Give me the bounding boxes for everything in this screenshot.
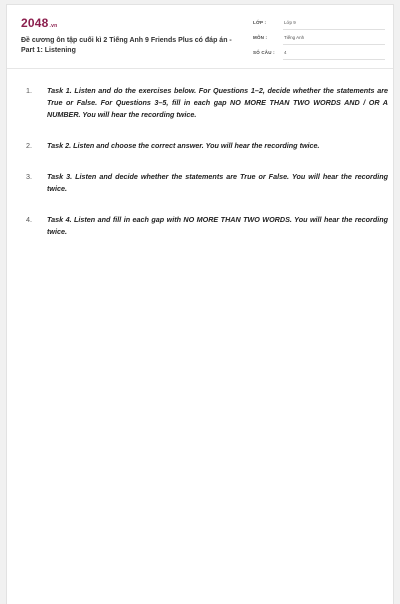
task-item <box>24 140 388 152</box>
document-title: Đề cương ôn tập cuối kì 2 Tiếng Anh 9 Friends Plus có đáp án - Part 1: Listening <box>21 37 232 54</box>
task-item <box>24 214 388 238</box>
meta-row-class <box>253 17 385 32</box>
task-item <box>24 85 388 121</box>
meta-label: SỐ CÂU : <box>253 50 275 55</box>
task-number: 3. <box>26 172 32 181</box>
meta-row-subject <box>253 32 385 47</box>
meta-value: Tiếng Anh <box>284 35 305 40</box>
site-logo[interactable] <box>21 16 57 30</box>
task-number: 2. <box>26 141 32 150</box>
task-item <box>24 171 388 195</box>
meta-row-question-count <box>253 47 385 62</box>
meta-value: Lớp 9 <box>284 20 296 25</box>
task-number: 1. <box>26 86 32 95</box>
task-text: Task 2. Listen and choose the correct answer. You will hear the recording twice. <box>47 141 320 150</box>
meta-value: 4 <box>284 50 287 55</box>
task-text: Task 4. Listen and fill in each gap with NO MORE THAN TWO WORDS. You will hear the recording twice. <box>47 215 388 236</box>
meta-underline <box>283 44 385 45</box>
task-text: Task 1. Listen and do the exercises below. For Questions 1–2, decide whether the statements are True or False. For Questions 3–5, fill in each gap NO MORE THAN TWO WORDS AND / OR A NUMBER. You will hear the recording twice. <box>47 86 388 119</box>
task-number: 4. <box>26 215 32 224</box>
task-list <box>24 85 388 238</box>
meta-label: MÔN : <box>253 35 268 40</box>
logo-main-text: 2048 <box>21 16 49 30</box>
document-header <box>7 5 393 69</box>
meta-underline <box>283 29 385 30</box>
document-page <box>6 4 394 604</box>
task-text: Task 3. Listen and decide whether the statements are True or False. You will hear the recording twice. <box>47 172 388 193</box>
document-meta <box>253 17 385 62</box>
meta-underline <box>283 59 385 60</box>
meta-label: LỚP : <box>253 20 267 25</box>
logo-suffix-text: .vn <box>49 23 58 29</box>
